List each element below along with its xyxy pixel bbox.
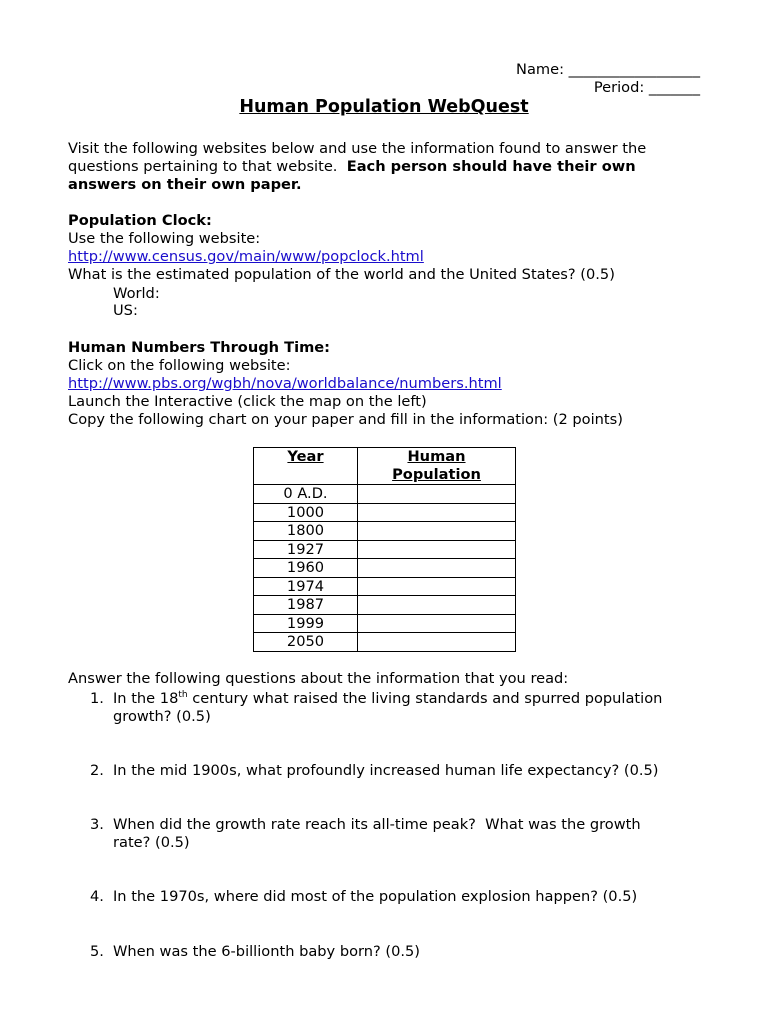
- year-cell: 1974: [254, 577, 358, 596]
- section2-copy: Copy the following chart on your paper and fill in the information: (2 points): [68, 411, 623, 428]
- world-label: World:: [113, 285, 160, 302]
- population-cell: [358, 614, 516, 633]
- population-cell: [358, 503, 516, 522]
- section1-question: What is the estimated population of the world and the United States? (0.5): [68, 266, 615, 283]
- questions-intro: Answer the following questions about the information that you read:: [68, 670, 569, 687]
- population-cell: [358, 540, 516, 559]
- section2-launch: Launch the Interactive (click the map on the left): [68, 393, 427, 410]
- year-cell: 2050: [254, 633, 358, 652]
- section-heading-population-clock: Population Clock:: [68, 212, 212, 229]
- table-row: [254, 522, 516, 541]
- question-3-number: 3.: [90, 816, 104, 833]
- table-row: [254, 596, 516, 615]
- question-1: [113, 690, 703, 726]
- population-cell: [358, 559, 516, 578]
- year-cell: 1800: [254, 522, 358, 541]
- year-cell: 0 A.D.: [254, 485, 358, 504]
- section-heading-human-numbers: Human Numbers Through Time:: [68, 339, 331, 356]
- table-row: [254, 577, 516, 596]
- population-column-header: [358, 448, 516, 485]
- intro-line-3: answers on their own paper.: [68, 176, 302, 193]
- population-cell: [358, 596, 516, 615]
- table-row: [254, 540, 516, 559]
- year-column-header: [254, 448, 358, 485]
- question-3-line2: rate? (0.5): [113, 834, 190, 851]
- census-popclock-link[interactable]: http://www.census.gov/main/www/popclock.html: [68, 248, 424, 265]
- period-field: Period: _______: [593, 79, 700, 96]
- section2-instruction: Click on the following website:: [68, 357, 291, 374]
- us-label: US:: [113, 302, 138, 319]
- table-row: [254, 633, 516, 652]
- census-link-line: [68, 248, 424, 266]
- year-cell: 1960: [254, 559, 358, 578]
- intro-line-2: [68, 158, 636, 176]
- table-row: [254, 559, 516, 578]
- population-header-line1: Human: [407, 448, 466, 465]
- table-row: [254, 503, 516, 522]
- name-field: Name: __________________: [516, 61, 700, 78]
- table-row: [254, 485, 516, 504]
- question-3: [113, 816, 703, 852]
- question-1-post: century what raised the living standards and spurred population: [187, 690, 663, 707]
- year-cell: 1000: [254, 503, 358, 522]
- year-cell: 1999: [254, 614, 358, 633]
- question-4: In the 1970s, where did most of the population explosion happen? (0.5): [113, 888, 638, 905]
- population-cell: [358, 485, 516, 504]
- year-cell: 1987: [254, 596, 358, 615]
- population-header-line2: Population: [392, 465, 481, 483]
- question-2-number: 2.: [90, 762, 104, 779]
- question-3-line1: When did the growth rate reach its all-time peak? What was the growth: [113, 816, 641, 833]
- question-1-sup: th: [178, 690, 188, 700]
- table-row: [254, 614, 516, 633]
- population-cell: [358, 522, 516, 541]
- section1-instruction: Use the following website:: [68, 230, 261, 247]
- intro-line-1: Visit the following websites below and use the information found to answer the: [68, 140, 647, 157]
- population-cell: [358, 577, 516, 596]
- population-table: [253, 447, 516, 652]
- question-1-pre: In the 18: [113, 690, 179, 707]
- page-title: Human Population WebQuest: [239, 97, 529, 117]
- intro-line-2-text: questions pertaining to that website.: [68, 158, 347, 175]
- year-header-text: Year: [287, 448, 324, 465]
- question-5: When was the 6-billionth baby born? (0.5): [113, 943, 420, 960]
- question-2: In the mid 1900s, what profoundly increased human life expectancy? (0.5): [113, 762, 659, 779]
- question-1-number: 1.: [90, 690, 104, 707]
- intro-line-2-bold: Each person should have their own: [346, 158, 636, 175]
- pbs-numbers-link[interactable]: http://www.pbs.org/wgbh/nova/worldbalance/numbers.html: [68, 375, 502, 392]
- table-header-row: [254, 448, 516, 485]
- question-5-number: 5.: [90, 943, 104, 960]
- year-cell: 1927: [254, 540, 358, 559]
- question-4-number: 4.: [90, 888, 104, 905]
- pbs-link-line: [68, 375, 502, 393]
- question-1-line2: growth? (0.5): [113, 708, 211, 725]
- population-cell: [358, 633, 516, 652]
